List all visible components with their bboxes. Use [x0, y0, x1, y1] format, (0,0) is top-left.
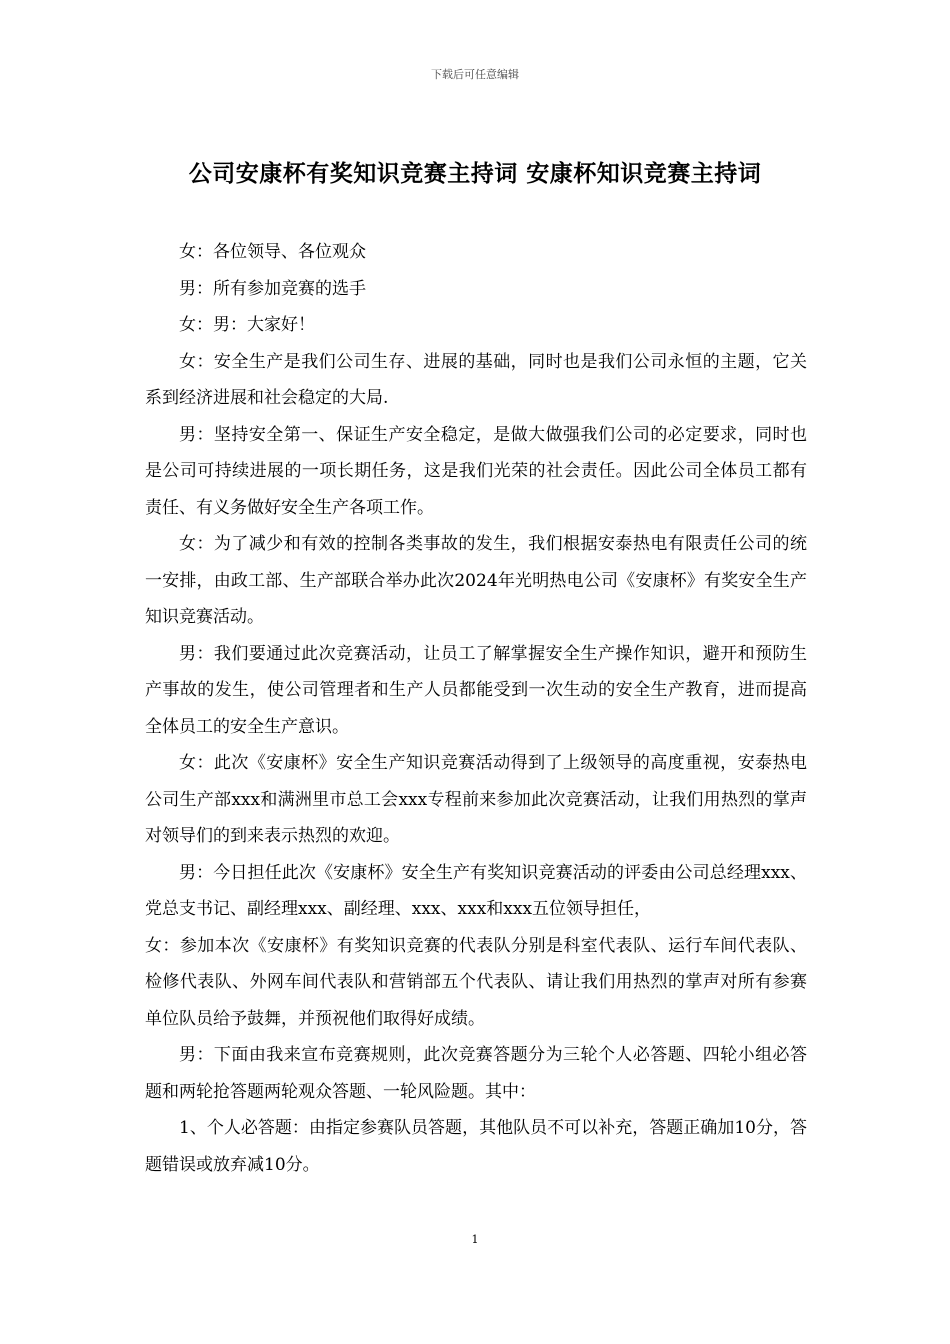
page-number: 1	[471, 1233, 479, 1246]
paragraph: 男：我们要通过此次竞赛活动，让员工了解掌握安全生产操作知识，避开和预防生产事故的发生，使公司管理者和生产人员都能受到一次生动的安全生产教育，进而提高全体员工的安全生产意识。	[145, 643, 807, 737]
paragraph: 女：参加本次《安康杯》有奖知识竞赛的代表队分别是科室代表队、运行车间代表队、检修代表队、外网车间代表队和营销部五个代表队、请让我们用热烈的掌声对所有参赛单位队员给予鼓舞，并预祝他们取得好成绩。	[145, 935, 807, 1029]
paragraph: 女：此次《安康杯》安全生产知识竞赛活动得到了上级领导的高度重视，安泰热电公司生产部xxx和满洲里市总工会xxx专程前来参加此次竞赛活动，让我们用热烈的掌声对领导们的到来表示热烈的欢迎。	[145, 753, 807, 846]
document-title: 公司安康杯有奖知识竞赛主持词 安康杯知识竞赛主持词	[188, 160, 762, 187]
document-body	[145, 234, 807, 1183]
paragraph: 1、个人必答题：由指定参赛队员答题，其他队员不可以补充，答题正确加10分，答题错误或放弃减10分。	[145, 1118, 807, 1175]
header-note: 下载后可任意编辑	[431, 68, 519, 81]
paragraph: 女：男：大家好！	[179, 315, 315, 335]
paragraph: 女：为了减少和有效的控制各类事故的发生，我们根据安泰热电有限责任公司的统一安排，由政工部、生产部联合举办此次2024年光明热电公司《安康杯》有奖安全生产知识竞赛活动。	[145, 534, 807, 627]
paragraph: 女：安全生产是我们公司生存、进展的基础，同时也是我们公司永恒的主题，它关系到经济进展和社会稳定的大局.	[145, 351, 807, 408]
paragraph: 男：下面由我来宣布竞赛规则，此次竞赛答题分为三轮个人必答题、四轮小组必答题和两轮抢答题两轮观众答题、一轮风险题。其中：	[145, 1045, 807, 1102]
paragraph: 男：今日担任此次《安康杯》安全生产有奖知识竞赛活动的评委由公司总经理xxx、党总支书记、副经理xxx、副经理、xxx、xxx和xxx五位领导担任，	[145, 862, 807, 919]
paragraph: 男：所有参加竞赛的选手	[179, 278, 366, 299]
paragraph: 女：各位领导、各位观众	[179, 242, 366, 262]
paragraph: 男：坚持安全第一、保证生产安全稳定，是做大做强我们公司的必定要求，同时也是公司可持续进展的一项长期任务，这是我们光荣的社会责任。因此公司全体员工都有责任、有义务做好安全生产各项工作。	[145, 424, 807, 518]
